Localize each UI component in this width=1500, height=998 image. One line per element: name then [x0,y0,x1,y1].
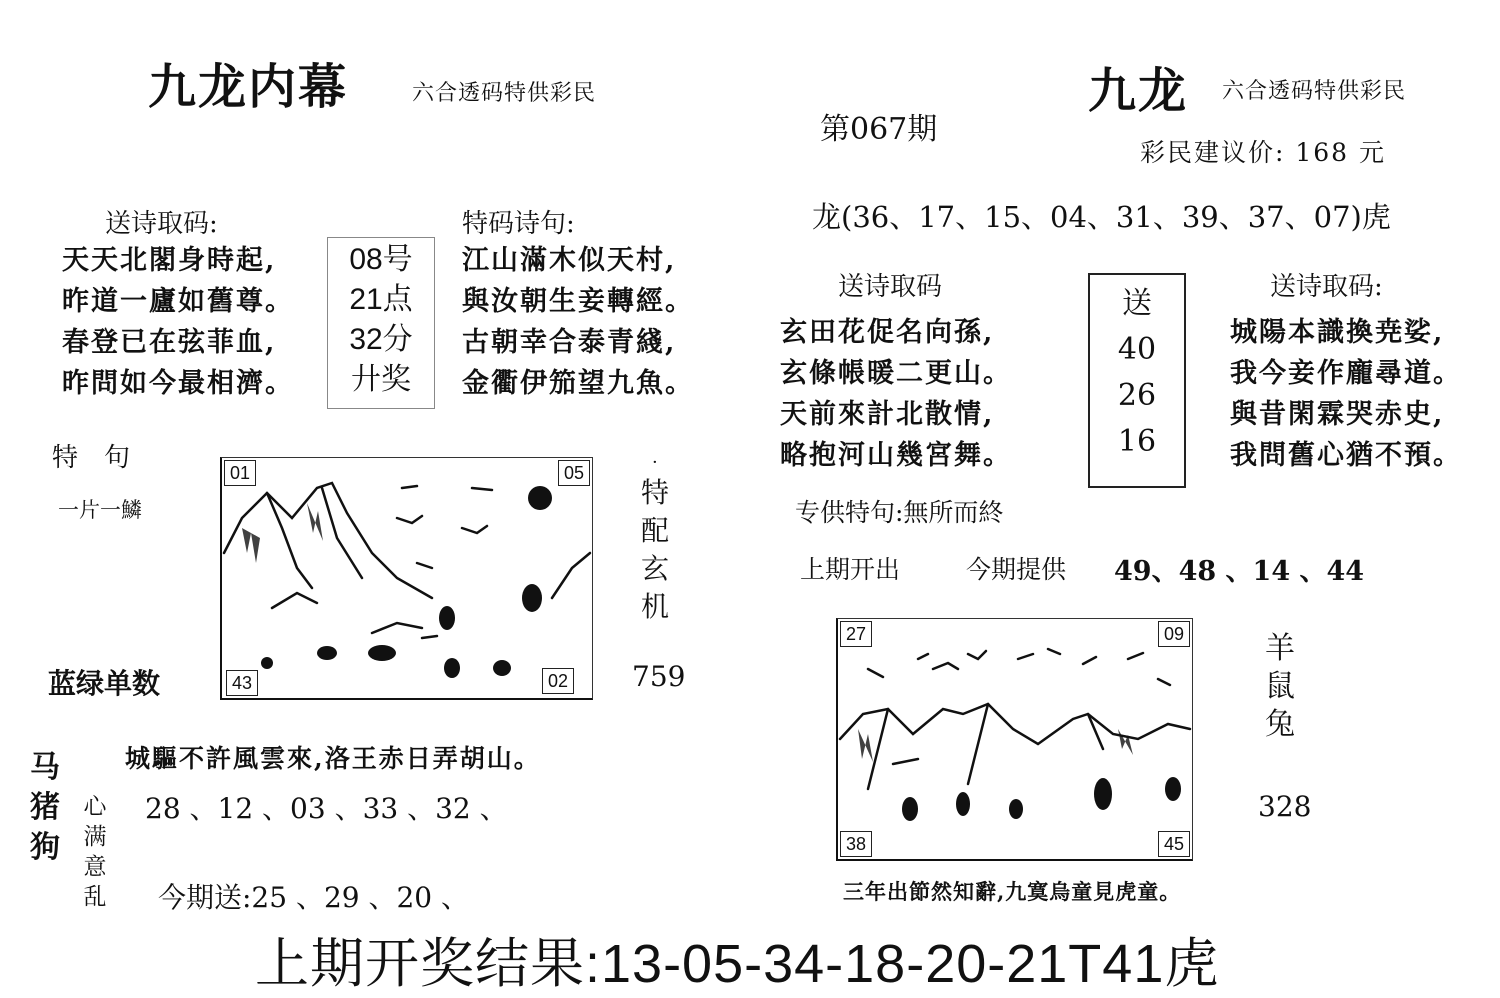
dot-mark: · [652,452,658,473]
right-right-poem [1230,312,1462,476]
code-line: 21点 [349,283,413,316]
corner-number: 01 [224,460,256,486]
price: 彩民建议价: 168 元 [1140,138,1387,167]
code-line: 16 [1117,424,1157,459]
color-label: 蓝绿单数 [48,667,161,700]
right-side-number: 328 [1258,790,1312,823]
vertical-text: 心满意乱 [83,794,107,910]
poem-line: 昨道一廬如舊尊。 [62,286,294,317]
right-landscape-picture [836,618,1193,861]
poem-line: 金衢伊笳望九魚。 [462,368,694,399]
issue-number: 第067期 [820,112,938,147]
right-poem-heading-left-half: 特码诗句: [462,209,575,239]
right-code-box [1088,273,1186,488]
right-zodiac-vertical [1263,630,1297,744]
left-poem-heading: 送诗取码: [105,209,218,239]
poem-line: 江山滿木似天村, [462,245,677,276]
corner-number: 05 [558,460,590,486]
code-line: 26 [1117,378,1157,413]
left-poem [62,240,294,404]
teju-phrase: 一片一鱗 [58,498,142,522]
dragon-line: 龙(36、17、15、04、31、39、37、07)虎 [812,200,1391,234]
poem-line: 天前來計北散情, [780,399,995,430]
zodiac-vertical [28,748,62,868]
last-label: 上期开出 [800,555,901,584]
left-poem-line: 城驅不許風雲來,洛王赤日弄胡山。 [125,744,541,773]
left-subtitle: 六合透码特供彩民 [412,81,597,106]
right-subtitle: 六合透码特供彩民 [1222,79,1407,104]
side-vertical-text [638,474,672,626]
side-number: 759 [632,660,686,693]
provide-numbers: 49、48 、14 、44 [1114,556,1365,587]
mountain-illustration [838,619,1192,859]
poem-line: 玄條帳暖二更山。 [780,358,1012,389]
left-landscape-picture [220,457,593,700]
corner-number: 09 [1158,621,1190,647]
special-poem [462,240,694,404]
numbers-line: 28 、12 、03 、33 、32 、 [145,792,508,825]
poem-line: 與昔閑霖哭赤史, [1230,399,1445,430]
last-draw-result: 上期开奖结果:13-05-34-18-20-21T41虎 [255,934,1220,994]
vertical-text: 羊鼠兔 [1265,631,1295,742]
poem-line: 昨問如今最相濟。 [62,368,294,399]
teju-label: 特 句 [52,443,131,473]
poem-line: 略抱河山幾宮舞。 [780,440,1012,471]
left-title: 九龙内幕 [148,59,349,115]
code-line: 廾奖 [351,363,411,396]
code-line: 08号 [349,243,413,276]
poem-line: 古朝幸合泰青綫, [462,327,677,358]
right-bottom-poem: 三年出節然知辭,九寞烏童見虎童。 [843,879,1182,904]
poem-line: 我今妾作龐尋道。 [1230,358,1462,389]
corner-number: 43 [226,670,258,696]
code-line: 32分 [349,323,413,356]
left-code-box [327,237,435,409]
right-title: 九龙 [1088,63,1189,119]
provide-label: 今期提供 [966,555,1067,584]
send-line: 今期送:25 、29 、20 、 [158,881,470,914]
right-poem-heading: 送诗取码 [838,272,943,302]
mountain-illustration [222,458,592,698]
code-line: 40 [1117,332,1157,367]
vertical-text: 马猪狗 [30,750,60,865]
poem-line: 我問舊心猶不預。 [1230,440,1462,471]
corner-number: 27 [840,621,872,647]
corner-number: 38 [840,831,872,857]
vertical-text: 特配玄机 [640,476,669,623]
poem-line: 天天北閣身時起, [62,245,277,276]
poem-line: 與汝朝生妾轉經。 [462,286,694,317]
code-line: 送 [1122,286,1152,321]
poem-line: 春登已在弦菲血, [62,327,277,358]
right-poem-heading-2: 送诗取码: [1270,272,1383,302]
vertical-phrase [80,792,110,912]
corner-number: 45 [1158,831,1190,857]
poem-line: 玄田花促名向孫, [780,317,995,348]
special-phrase: 专供特句:無所而終 [795,498,1004,527]
right-left-poem [780,312,1012,476]
poem-line: 城陽本識換尭娑, [1230,317,1445,348]
corner-number: 02 [542,668,574,694]
